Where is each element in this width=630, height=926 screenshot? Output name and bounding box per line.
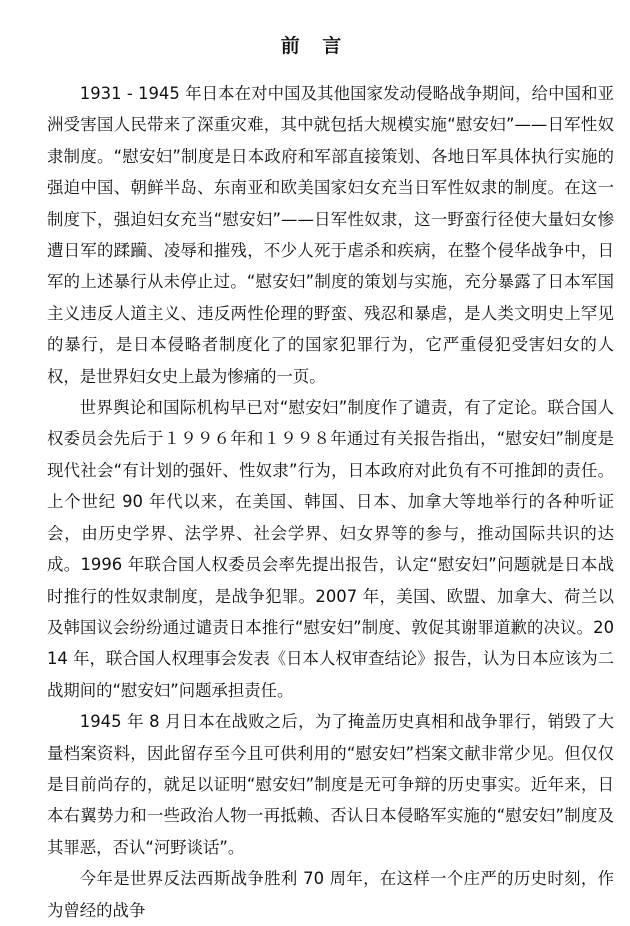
paragraph-1: 1931 - 1945 年日本在对中国及其他国家发动侵略战争期间，给中国和亚洲受害国人民带来了深重灾难，其中就包括大规模实施“慰安妇”——日军性奴隶制度。“慰安妇”制度是日本政府和军部直接策划、各地日军具体执行实施的强迫中国、朝鲜半岛、东南亚和欧美国家妇女充当日军性奴隶的制度。在这一制度下，强迫妇女充当“慰安妇”——日军性奴隶，这一野蛮行径使大量妇女惨遭日军的蹂躏、凌辱和摧残，不少人死于虐杀和疾病，在整个侵华战争中，日军的上述暴行从未停止过。“慰安妇”制度的策划与实施，充分暴露了日本军国主义违反人道主义、违反两性伦理的野蛮、残忍和暴虐，是人类文明史上罕见的暴行，是日本侵略者制度化了的国家犯罪行为，它严重侵犯受害妇女的人权，是世界妇女史上最为惨痛的一页。 — [47, 84, 614, 386]
paragraph-3: 1945 年 8 月日本在战败之后，为了掩盖历史真相和战争罪行，销毁了大量档案资料，因此留存至今且可供利用的“慰安妇”档案文献非常少见。但仅仅是目前尚存的，就足以证明“慰安妇”制度是无可争辩的历史事实。近年来，日本右翼势力和一些政治人物一再抵赖、否认日本侵略军实施的“慰安妇”制度及其罪恶，否认“河野谈话”。 — [47, 712, 614, 857]
paragraph-2: 世界舆论和国际机构早已对“慰安妇”制度作了谴责，有了定论。联合国人权委员会先后于１９９６年和１９９８年通过有关报告指出，“慰安妇”制度是现代社会“有计划的强奸、性奴隶”行为，日本政府对此负有不可推卸的责任。上个世纪 90 年代以来，在美国、韩国、日本、加拿大等地举行的各种听证会，由历史学界、法学界、社会学界、妇女界等的参与，推动国际共识的达成。1996 年联合国人权委员会率先提出报告，认定“慰安妇”问题就是日本战时推行的性奴隶制度，是战争犯罪。2007 年，美国、欧盟、加拿大、荷兰以及韩国议会纷纷通过谴责日本推行“慰安妇”制度、敦促其谢罪道歉的决议。2014 年，联合国人权理事会发表《日本人权审查结论》报告，认为日本应该为二战期间的“慰安妇”问题承担责任。 — [47, 398, 614, 700]
body-text — [47, 78, 614, 926]
page-title: 前 言 — [280, 35, 350, 57]
paragraph-4: 今年是世界反法西斯战争胜利 70 周年，在这样一个庄严的历史时刻，作为曾经的战争 — [47, 869, 614, 920]
